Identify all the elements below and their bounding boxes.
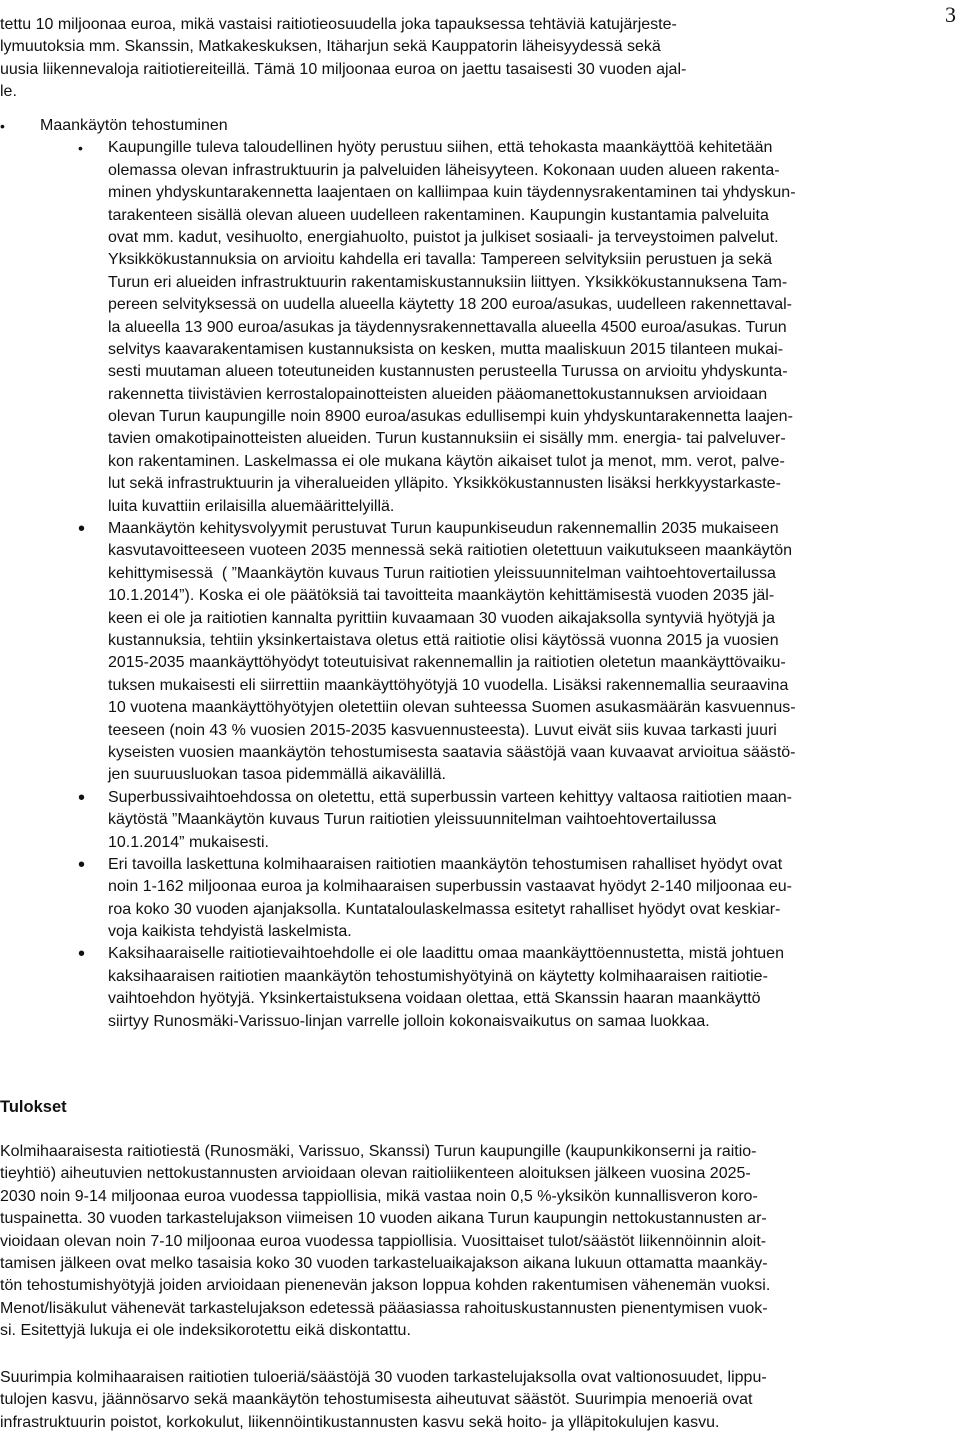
text-line: ovat mm. kadut, vesihuolto, energiahuolto, puistot ja julkiset sosiaali- ja terveystoimen palvelut. bbox=[108, 228, 779, 246]
text-line: lymuutoksia mm. Skanssin, Matkakeskuksen, Itäharjun sekä Kauppatorin läheisyydessä sekä bbox=[0, 38, 661, 56]
list-bullet: • bbox=[78, 853, 86, 876]
text-line: kyseisten vuosien maankäytön tehostumisesta saatavia säästöjä vaan kuvaavat arvioitua säästö- bbox=[108, 743, 796, 761]
list-item bbox=[0, 943, 960, 1033]
text-line: 2015-2035 maankäyttöhyödyt toteutuisivat rakennemallin ja raitiotien oletetun maankäyttövaiku- bbox=[108, 654, 786, 672]
text-line: vaihtoehdon hyötyjä. Yksinkertaistuksena voidaan olettaa, että Skanssin haaran maankäyttö bbox=[108, 990, 761, 1008]
text-line: tamisen jälkeen ovat melko tasaisia koko 30 vuoden tarkasteluaikajakson aikana lukuun ottamatta maankäy- bbox=[0, 1254, 768, 1272]
text-line: tön tehostumishyötyjä joiden arvioidaan pienenevän jakson loppua kohden rakentumisen vähenemän vuoksi. bbox=[0, 1277, 771, 1295]
text-line: kaksihaaraisen raitiotien maankäytön tehostumishyötyinä on käytetty kolmihaaraisen raitiotie- bbox=[108, 967, 768, 985]
text-line: Eri tavoilla laskettuna kolmihaaraisen raitiotien maankäytön tehostumisen rahalliset hyödyt ovat bbox=[108, 855, 783, 873]
section-heading-row bbox=[0, 115, 960, 137]
text-line: Turun eri alueiden infrastruktuurin rakentamiskustannuksiin liittyen. Yksikkökustannuksena Tam- bbox=[108, 273, 788, 291]
text-line: Maankäytön kehitysvolyymit perustuvat Turun kaupunkiseudun rakennemallin 2035 mukaiseen bbox=[108, 520, 779, 538]
page-number: 3 bbox=[945, 2, 956, 27]
text-line: Kaksihaaraiselle raitiotievaihtoehdolle ei ole laadittu omaa maankäyttöennustetta, mistä johtuen bbox=[108, 945, 784, 963]
text-line: tuspainetta. 30 vuoden tarkastelujakson viimeisen 10 vuoden aikana Turun kaupungin nettokustannusten ar- bbox=[0, 1210, 767, 1228]
text-line: olevan Turun kaupungille noin 8900 euroa/asukas edullisempi kuin yhdyskuntarakennetta laajen- bbox=[108, 408, 793, 426]
text-line: le. bbox=[0, 83, 17, 101]
text-line: voja kaikista tehdyistä laskelmista. bbox=[108, 923, 352, 941]
list-bullet: • bbox=[78, 140, 83, 157]
text-line: 10.1.2014” mukaisesti. bbox=[108, 833, 269, 851]
results-heading: Tulokset bbox=[0, 1098, 67, 1116]
text-line: siirtyy Runosmäki-Varissuo-linjan varrelle jolloin kokonaisvaikutus on samaa luokkaa. bbox=[108, 1012, 710, 1030]
results-paragraph-1 bbox=[0, 1141, 770, 1343]
text-line: tettu 10 miljoonaa euroa, mikä vastaisi raitiotieosuudella joka tapauksessa tehtäviä katujärjeste- bbox=[0, 16, 677, 33]
text-line: Superbussivaihtoehdossa on oletettu, että superbussin varteen kehittyy valtaosa raitiotien maan- bbox=[108, 788, 792, 806]
text-line: tavien omakotipainotteisten alueiden. Turun kustannuksiin ei sisälly mm. energia- tai palveluver- bbox=[108, 430, 786, 448]
text-line: jen suuruusluokan tasoa pidemmällä aikavälillä. bbox=[108, 766, 446, 784]
text-line: vioidaan olevan noin 7-10 miljoonaa euroa vuodessa tappiollisia. Vuosittaiset tulot/säästöt liikennöinnin aloit- bbox=[0, 1232, 767, 1250]
text-line: olemassa olevan infrastruktuurin ja palveluiden läheisyyteen. Kokonaan uuden alueen rakenta- bbox=[108, 161, 780, 179]
intro-paragraph bbox=[0, 14, 686, 104]
section-title: Maankäytön tehostuminen bbox=[40, 117, 228, 134]
section-bullet: • bbox=[0, 118, 5, 134]
text-line: tuksen mukaisesti eli siirrettiin maankäyttöhyötyjä 10 vuodella. Lisäksi rakennemallia seuraavina bbox=[108, 676, 789, 694]
text-line: lut sekä infrastruktuurin ja viheralueiden ylläpito. Yksikkökustannusten lisäksi herkkyystarkaste- bbox=[108, 475, 781, 493]
text-line: Suurimpia kolmihaaraisen raitiotien tuloeriä/säästöjä 30 vuoden tarkastelujaksolla ovat valtionosuudet, lippu- bbox=[0, 1369, 767, 1386]
text-line: luita kuvattiin erilaisilla aluemäärittelyillä. bbox=[108, 497, 395, 515]
text-line: 2030 noin 9-14 miljoonaa euroa vuodessa tappiollisia, mikä vastaa noin 0,5 %-yksikön kunnallisveron koro- bbox=[0, 1187, 758, 1205]
text-line: uusia liikennevaloja raitiotiereiteillä. Tämä 10 miljoonaa euroa on jaettu tasaisesti 30 vuoden ajal- bbox=[0, 60, 687, 78]
list-item bbox=[0, 137, 960, 518]
list-item bbox=[0, 518, 960, 787]
text-line: Kaupungille tuleva taloudellinen hyöty perustuu siihen, että tehokasta maankäyttöä kehitetään bbox=[108, 139, 773, 157]
bullet-list bbox=[0, 137, 960, 1033]
text-line: infrastruktuurin poistot, korkokulut, liikennöintikustannusten kasvu sekä hoito- ja ylläpitokulujen kasvu. bbox=[0, 1413, 720, 1431]
land-use-section bbox=[0, 115, 960, 1033]
text-line: Kolmihaaraisesta raitiotiestä (Runosmäki, Varissuo, Skanssi) Turun kaupungille (kaupunkikonserni ja raitio- bbox=[0, 1143, 757, 1160]
text-line: Yksikkökustannuksia on arvioitu kahdella eri tavalla: Tampereen selvityksiin perustuen ja sekä bbox=[108, 251, 773, 269]
text-line: 10 vuotena maankäyttöhyötyjen oletettiin olevan suhteessa Suomen asukasmäärän kasvuennus- bbox=[108, 699, 796, 717]
text-line: kon rakentaminen. Laskelmassa ei ole mukana käytön aikaiset tulot ja menot, mm. verot, palve- bbox=[108, 452, 785, 470]
text-line: tieyhtiö) aiheutuvien nettokustannusten arvioidaan olevan raitioliikenteen aloituksen jälkeen vuosina 2025- bbox=[0, 1165, 751, 1183]
list-item bbox=[0, 787, 960, 854]
text-line: rakennetta tiivistävien kerrostalopainotteisten alueiden pääomanettokustannuksen arvioidaan bbox=[108, 385, 768, 403]
text-line: tarakenteen sisällä olevan alueen uudelleen rakentaminen. Kaupungin kustantamia palveluita bbox=[108, 206, 769, 224]
text-line: la alueella 13 900 euroa/asukas ja täydennysrakennettavalla alueella 4500 euroa/asukas. Turun bbox=[108, 318, 787, 336]
text-line: pereen selvityksessä on uudella alueella käytetty 18 200 euroa/asukas, uudelleen rakennettaval- bbox=[108, 296, 792, 314]
list-bullet: • bbox=[78, 518, 86, 541]
text-line: keen ei ole ja raitiotien kannalta pyrittiin kuvaamaan 30 vuoden aikajaksolla syntyviä hyötyjä ja bbox=[108, 609, 776, 627]
text-line: kustannuksia, tehtiin yksinkertaistava oletus että raitiotie olisi käytössä vuonna 2015 ja vuosien bbox=[108, 631, 779, 649]
text-line: minen yhdyskuntarakennetta laajentaen on kalliimpaa kuin täydennysrakentaminen tai yhdyskun- bbox=[108, 184, 796, 202]
text-line: käytöstä ”Maankäytön kuvaus Turun raitiotien yleissuunnitelman vaihtoehtovertailussa bbox=[108, 811, 717, 829]
list-item bbox=[0, 854, 960, 944]
text-line: roa koko 30 vuoden ajanjaksolla. Kuntataloulaskelmassa esitetyt rahalliset hyödyt ovat keskiar- bbox=[108, 900, 781, 918]
text-line: noin 1-162 miljoonaa euroa ja kolmihaaraisen superbussin vastaavat hyödyt 2-140 miljoonaa eu- bbox=[108, 878, 792, 896]
text-line: kehittymisessä ( ”Maankäytön kuvaus Turun raitiotien yleissuunnitelman vaihtoehtovertailussa bbox=[108, 564, 776, 582]
list-bullet: • bbox=[78, 943, 86, 966]
results-paragraph-2 bbox=[0, 1367, 767, 1434]
text-line: si. Esitettyjä lukuja ei ole indeksikorotettu eikä diskontattu. bbox=[0, 1322, 411, 1340]
text-line: kasvutavoitteeseen vuoteen 2035 mennessä sekä raitiotien oletettuun vaikutukseen maankäytön bbox=[108, 542, 792, 560]
text-line: 10.1.2014”). Koska ei ole päätöksiä tai tavoitteita maankäytön kehittämisestä vuoden 2035 jäl- bbox=[108, 587, 775, 605]
text-line: tulojen kasvu, jäännösarvo sekä maankäytön tehostumisesta aiheutuvat säästöt. Suurimpia menoeriä ovat bbox=[0, 1391, 753, 1409]
list-bullet: • bbox=[78, 786, 86, 809]
text-line: teeseen (noin 43 % vuosien 2015-2035 kasvuennusteesta). Luvut eivät siis kuvaa tarkasti juuri bbox=[108, 721, 777, 739]
text-line: Menot/lisäkulut vähenevät tarkastelujakson edetessä pääasiassa rahoituskustannusten pienentymisen vuok- bbox=[0, 1299, 768, 1317]
text-line: sesti muutaman alueen toteutuneiden kustannusten perusteella Turussa on arvioitu yhdyskunta- bbox=[108, 363, 788, 381]
text-line: selvitys kaavarakentamisen kustannuksista on kesken, mutta maaliskuun 2015 tilanteen mukai- bbox=[108, 340, 784, 358]
